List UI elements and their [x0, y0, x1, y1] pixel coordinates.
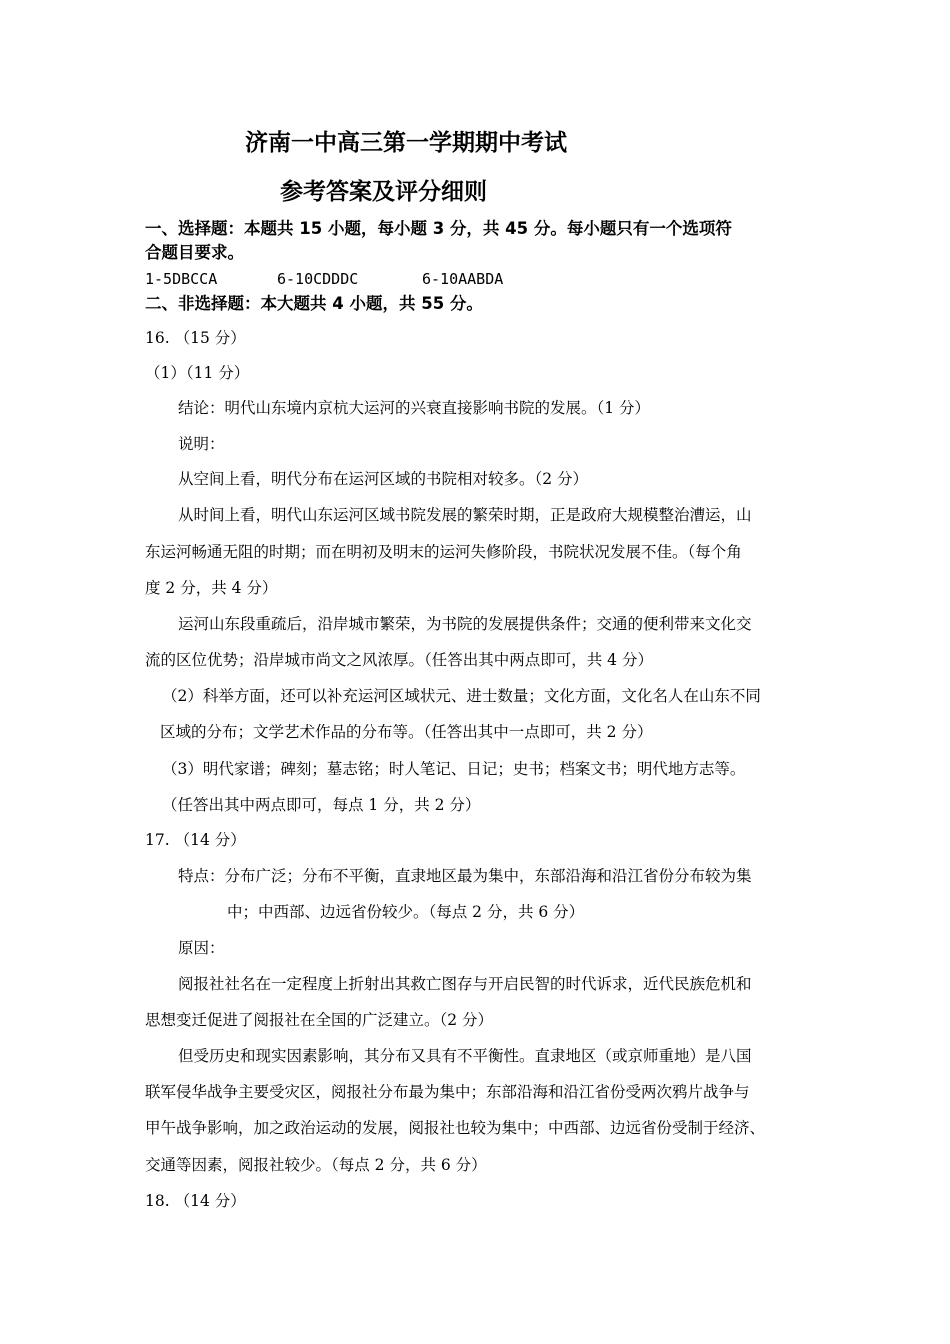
- q17-reason2-line2: 联军侵华战争主要受灾区，阅报社分布最为集中；东部沿海和沿江省份受两次鸦片战争与: [145, 1083, 750, 1101]
- q16-conclusion: 结论：明代山东境内京杭大运河的兴衰直接影响书院的发展。（1 分）: [178, 399, 651, 417]
- q17-reason1-line1: 阅报社社名在一定程度上折射出其救亡图存与开启民智的时代诉求，近代民族危机和: [178, 975, 752, 993]
- section1-heading-cont: 合题目要求。: [145, 243, 244, 262]
- q17-reason2-line3: 甲午战争影响，加之政治运动的发展，阅报社也较为集中；中西部、边远省份受制于经济、: [145, 1119, 766, 1137]
- q18-label: 18. （14 分）: [145, 1192, 246, 1210]
- q17-label: 17. （14 分）: [145, 831, 246, 849]
- q16-space: 从空间上看，明代分布在运河区域的书院相对较多。（2 分）: [178, 470, 589, 488]
- q16-part1-label: （1）（11 分）: [145, 364, 250, 382]
- q16-explain-label: 说明：: [178, 435, 225, 453]
- q16-time-line2: 东运河畅通无阻的时期；而在明初及明末的运河失修阶段，书院状况发展不佳。（每个角: [145, 543, 742, 561]
- q17-feature-line2: 中；中西部、边远省份较少。（每点 2 分，共 6 分）: [227, 903, 585, 921]
- section2-heading: 二、非选择题：本大题共 4 小题，共 55 分。: [145, 294, 483, 313]
- q17-feature-line1: 特点：分布广泛；分布不平衡，直隶地区最为集中，东部沿海和沿江省份分布较为集: [178, 867, 752, 885]
- answer-group-2: 6-10CDDDC: [277, 270, 359, 288]
- q16-canal-line2: 流的区位优势；沿岸城市尚文之风浓厚。（任答出其中两点即可，共 4 分）: [145, 651, 653, 669]
- answer-group-1: 1-5DBCCA: [145, 270, 218, 288]
- answer-group-3: 6-10AABDA: [422, 270, 504, 288]
- q17-reason1-line2: 思想变迁促进了阅报社在全国的广泛建立。（2 分）: [145, 1011, 494, 1029]
- q16-time-line1: 从时间上看，明代山东运河区域书院发展的繁荣时期，正是政府大规模整治漕运，山: [178, 506, 752, 524]
- section1-heading: 一、选择题：本题共 15 小题，每小题 3 分，共 45 分。每小题只有一个选项符: [145, 219, 732, 238]
- q16-label: 16. （15 分）: [145, 329, 246, 347]
- q17-reason2-line1: 但受历史和现实因素影响，其分布又具有不平衡性。直隶地区（或京师重地）是八国: [178, 1047, 752, 1065]
- q17-reason2-line4: 交通等因素，阅报社较少。（每点 2 分，共 6 分）: [145, 1156, 487, 1174]
- q16-part3-line1: （3）明代家谱；碑刻；墓志铭；时人笔记、日记；史书；档案文书；明代地方志等。: [162, 760, 746, 778]
- q16-part2-line2: 区域的分布；文学艺术作品的分布等。（任答出其中一点即可，共 2 分）: [160, 723, 653, 741]
- document-subtitle: 参考答案及评分细则: [280, 179, 487, 205]
- q17-reason-label: 原因：: [178, 939, 225, 957]
- document-title: 济南一中高三第一学期期中考试: [245, 130, 567, 156]
- q16-part2-line1: （2）科举方面，还可以补充运河区域状元、进士数量；文化方面，文化名人在山东不同: [162, 687, 761, 705]
- q16-canal-line1: 运河山东段重疏后，沿岸城市繁荣，为书院的发展提供条件；交通的便利带来文化交: [178, 615, 752, 633]
- q16-time-line3: 度 2 分，共 4 分）: [145, 579, 278, 597]
- q16-part3-line2: （任答出其中两点即可，每点 1 分，共 2 分）: [162, 796, 481, 814]
